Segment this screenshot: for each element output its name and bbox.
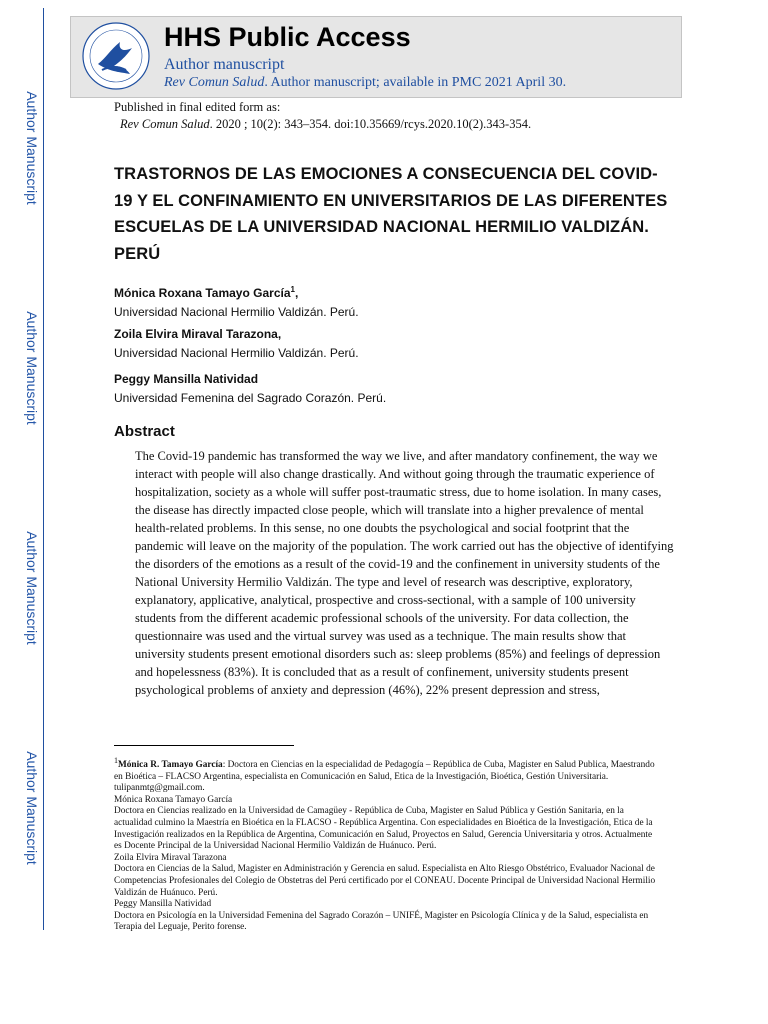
- footnotes: [114, 755, 662, 934]
- footnote-1: $^1$Mónica R. Tamayo García: Doctora en Ciencias en la especialidad de Pedagogía – República de Cuba, Magister en Salud Publica, Maestrando en Bioética – FLACSO Argentina, especialista en Comunicación en Salud, Etica de la Investigación, Bioética, Gestión Universitaria. tulipanmtg@gmail.com.: [114, 756, 655, 794]
- journal-name[interactable]: Rev Comun Salud: [164, 75, 265, 90]
- author-2: Zoila Elvira Miraval Tarazona, Universidad Nacional Hermilio Valdizán. Perú.: [114, 325, 359, 363]
- author-manuscript-label: Author manuscript: [164, 56, 285, 73]
- affiliation-superscript: 1: [290, 285, 295, 294]
- footnote-bio-1: Doctora en Ciencias realizado en la Universidad de Camagüey - República de Cuba, Magister en Salud Pública y Gestión Sanitaria, en la actualidad culmino la Maestría en Bioética en la FLACSO - República Argentina. Con especialidades en Bioética de la Investigación, Etica de la Investigación realizados en la República de Argentina, Comunicación en Salud, Proyectos en Salud, Gerencia Universitaria y otros. Actualmente es Docente Principal de la Universidad Nacional Hermilio Valdizán de Huánuco. Perú.: [114, 806, 653, 852]
- hhs-eagle-seal-icon: [80, 20, 152, 92]
- abstract-heading: Abstract: [114, 423, 175, 440]
- author-affiliation: Universidad Femenina del Sagrado Corazón. Perú.: [114, 391, 387, 405]
- published-label: Published in final edited form as:: [114, 100, 281, 114]
- footnote-bio-2: Doctora en Ciencias de la Salud, Magister en Administración y Gerencia en salud. Especialista en Alto Riesgo Obstétrico, Evaluador Nacional de Competencias Profesionales del Colegio de Obstetras del Perú certificado por el CONEAU. Docente Principal de Universidad Nacional Hermilio Valdizán de Huánuco. Perú.: [114, 864, 656, 898]
- footnote-rule: [114, 745, 294, 746]
- footnote-name-2: Zoila Elvira Miraval Tarazona: [114, 852, 227, 863]
- abstract-text: The Covid-19 pandemic has transformed the way we live, and after mandatory confinement, the way we interact with people will also change drastically. And without going through the traumatic experience of hospitalization, society as a whole will suffer post-traumatic stress, due to home isolation. In many cases, the disease has directly impacted close people, which will translate into a higher prevalence of mental health-related problems. In this sense, no one doubts the psychological and social footprint that the pandemic will leave on the majority of the population. The work carried out has the objective of identifying the disorders of the emotions as a result of the covid-19 and the confinement in university students of the National University Hermilio Valdizán. The type and level of research was descriptive, exploratory, explanatory, applicative, analytical, prospective and cross-sectional, with a sample of 100 university students from the different academic professional schools of the university. For data collection, the questionnaire was used and the virtual survey was used as a technique. The main results show that university students present emotional disorders such as: sleep problems (85%) and feelings of depression and hopelessness (83%). It is concluded that as a result of confinement, university students present psychological problems of anxiety and depression (46%), 22% present depression and stress,: [135, 449, 674, 697]
- footnote-name-1: Mónica Roxana Tamayo García: [114, 794, 233, 805]
- article-title: TRASTORNOS DE LAS EMOCIONES A CONSECUENCIA DEL COVID-19 Y EL CONFINAMIENTO EN UNIVERSITARIOS DE LAS DIFERENTES ESCUELAS DE LA UNIVERSIDAD NACIONAL HERMILIO VALDIZÁN. PERÚ: [114, 165, 668, 263]
- hhs-public-access-title: HHS Public Access: [164, 22, 411, 52]
- author-name: Zoila Elvira Miraval Tarazona: [114, 327, 278, 341]
- author-name: Peggy Mansilla Natividad: [114, 372, 259, 386]
- author-affiliation: Universidad Nacional Hermilio Valdizán. Perú.: [114, 305, 359, 319]
- availability-line: Rev Comun Salud. Author manuscript; available in PMC 2021 April 30.: [164, 75, 567, 90]
- footnote-bio-3: Doctora en Psicología en la Universidad Femenina del Sagrado Corazón – UNIFÉ, Magister en Psicología Clínica y de la Salud, especialista en Terapia del Leguaje, Perito forense.: [114, 910, 649, 933]
- side-margin-rule: [43, 8, 44, 930]
- footnote-name-3: Peggy Mansilla Natividad: [114, 899, 212, 910]
- author-1: Mónica Roxana Tamayo García$^1$, Universidad Nacional Hermilio Valdizán. Perú.: [114, 280, 359, 322]
- publication-citation: Rev Comun Salud. 2020 ; 10(2): 343–354. doi:10.35669/rcys.2020.10(2).343-354.: [120, 117, 532, 131]
- author-name: Mónica Roxana Tamayo García: [114, 286, 291, 300]
- author-3: [114, 370, 386, 408]
- author-affiliation: Universidad Nacional Hermilio Valdizán. Perú.: [114, 346, 359, 360]
